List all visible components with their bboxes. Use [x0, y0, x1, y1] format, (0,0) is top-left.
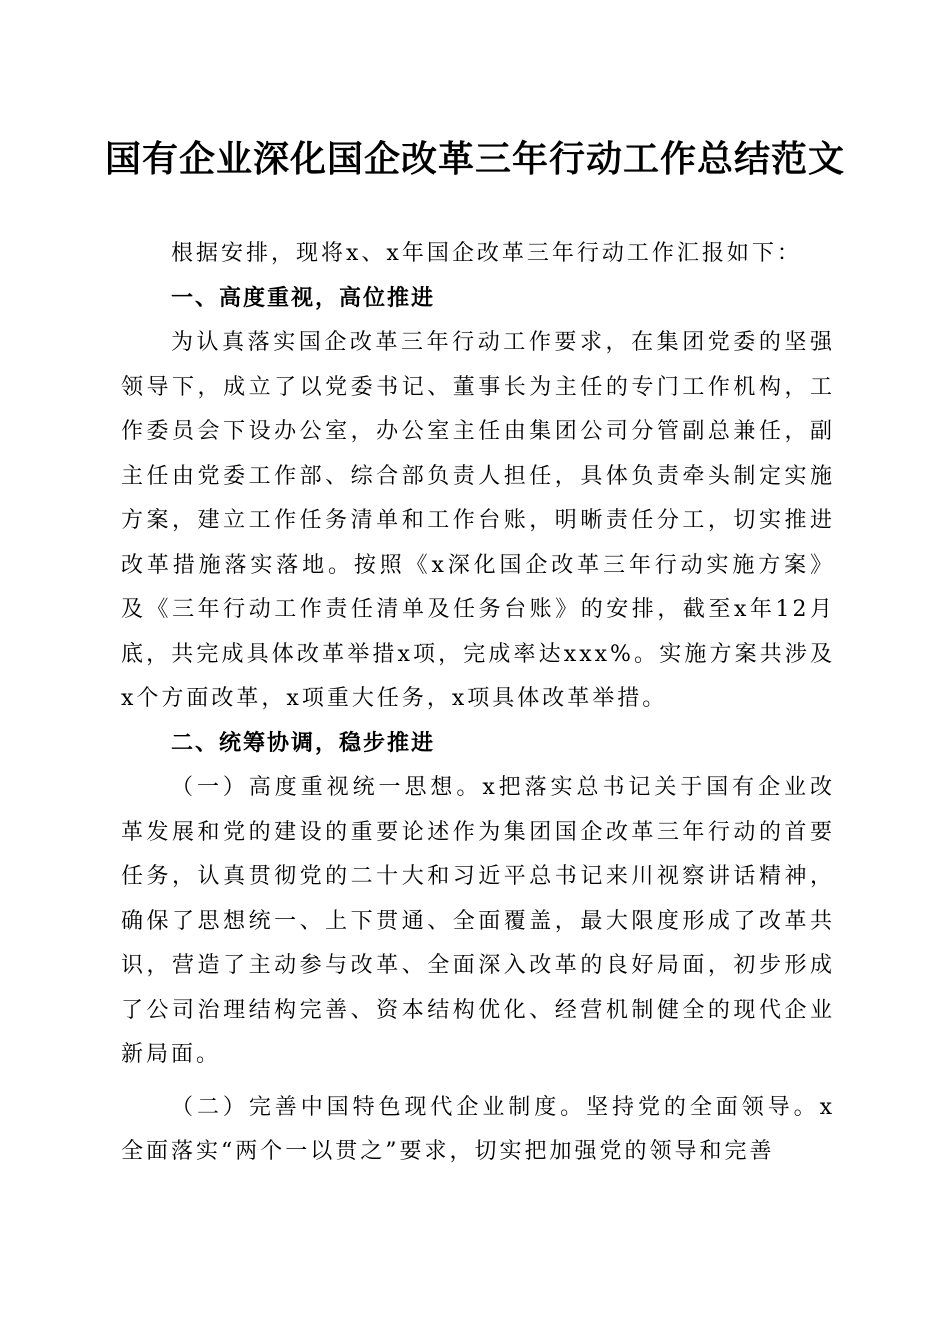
section-1-paragraph: 为认真落实国企改革三年行动工作要求，在集团党委的坚强领导下，成立了以党委书记、董事长为主任的专门工作机构，工作委员会下设办公室，办公室主任由集团公司分管副总兼任，副主任由党委工作部、综合部负责人担任，具体负责牵头制定实施方案，建立工作任务清单和工作台账，明晰责任分工，切实推进改革措施落实落地。按照《x深化国企改革三年行动实施方案》及《三年行动工作责任清单及任务台账》的安排，截至x年12月底，共完成具体改革举措x项，完成率达xxx%。实施方案共涉及x个方面改革，x项重大任务，x项具体改革举措。: [121, 330, 835, 711]
document-body: [121, 232, 835, 1175]
document-title: 国有企业深化国企改革三年行动工作总结范文: [104, 139, 845, 180]
section-1-heading: 一、高度重视，高位推进: [171, 285, 436, 311]
section-2-heading: 二、统筹协调，稳步推进: [171, 730, 436, 756]
intro-paragraph: 根据安排，现将x、x年国企改革三年行动工作汇报如下：: [171, 241, 802, 266]
section-2-paragraph-1: （一）高度重视统一思想。x把落实总书记关于国有企业改革发展和党的建设的重要论述作为集团国企改革三年行动的首要任务，认真贯彻党的二十大和习近平总书记来川视察讲话精神，确保了思想统一、上下贯通、全面覆盖，最大限度形成了改革共识，营造了主动参与改革、全面深入改革的良好局面，初步形成了公司治理结构完善、资本结构优化、经营机制健全的现代企业新局面。: [121, 775, 835, 1067]
section-2-paragraph-2: （二）完善中国特色现代企业制度。坚持党的全面领导。x全面落实“两个一以贯之”要求，切实把加强党的领导和完善: [121, 1094, 835, 1164]
